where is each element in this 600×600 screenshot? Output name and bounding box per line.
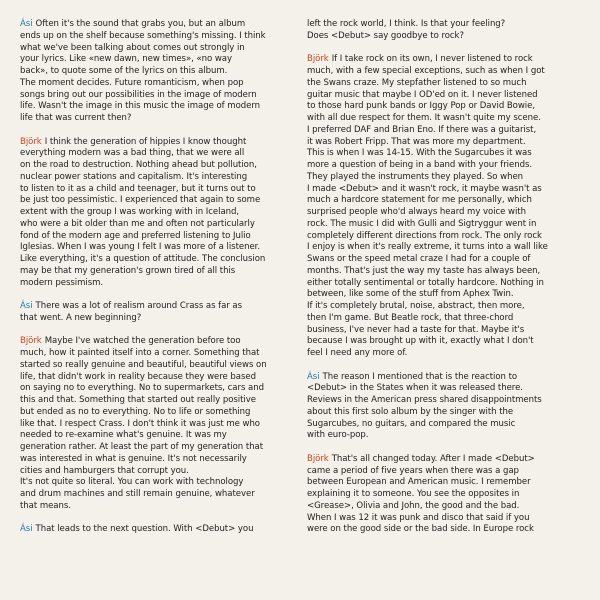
- speaker-asi: Ási: [307, 371, 320, 382]
- interview-paragraph: [20, 524, 298, 536]
- speaker-bjork: Björk: [307, 453, 329, 464]
- paragraph-text: left the rock world, I think. Is that your feeling? Does <Debut> say goodbye to rock?: [307, 19, 506, 41]
- paragraph-text: There was a lot of realism around Crass as far as that went. A new beginning?: [20, 301, 243, 323]
- speaker-bjork: Björk: [20, 336, 42, 347]
- paragraph-text: Maybe I've watched the generation before too much, how it painted itself into a corner. Something that started so really genuine and beautiful, beautiful views on life, that didn't work in reality because they were based on saying no to everything. No to supermarkets, cars and this and that. Something that started out really positive but ended as no to everything. No to life or something like that. I respect Crass. I don't think it was just me who needed to re-examine what's genuine. It was my generation rather. At least the part of my generation that was interested in what is genuine. It's not necessarily cities and hamburgers that corrupt you. It's not quite so literal. You can work with technology and drum machines and still remain genuine, whatever that means.: [20, 336, 267, 511]
- speaker-bjork: Björk: [307, 54, 329, 65]
- speaker-asi: Ási: [20, 301, 33, 311]
- interview-paragraph: [20, 301, 298, 325]
- paragraph-text: If I take rock on its own, I never listened to rock much, with a few special exceptions, such as when I got the Swans craze. My stepfather listened to so much guitar music that maybe I OD'ed on it. I never listened to those hard punk bands or Iggy Pop or David Bowie, with all due respect for them. It wasn't quite my scene. I preferred DAF and Brian Eno. If there was a guitarist, it was Robert Fripp. That was more my department. This is when I was 14-15. With the Sugarcubes it was more a question of being in a band with your friends. They played the instruments they played. So when I made <Debut> and it wasn't rock, it maybe wasn't as much a hardcore statement for me personally, which surprised people who'd always heard my voice with rock. The music I did with Gulli and Sigtryggur went in completely different directions from rock. The only rock I enjoy is when it's really extreme, it turns into a wall like Swans or the speed metal craze I had for a couple of months. That's just the way my taste has always been, either totally sentimental or totally hardcore. Nothing in between, like some of the stuff from Aphex Twin. If it's completely brutal, noise, abstract, then more, then I'm game. But Beatle rock, that three-chord business, I've never had a taste for that. Maybe it's because I was brought up with it, exactly what I don't feel I need any more of.: [307, 54, 548, 358]
- interview-paragraph: [20, 19, 298, 125]
- paragraph-text: Often it's the sound that grabs you, but an album ends up on the shelf because something's missing. I think what we've been talking about comes out strongly in your lyrics. Like «new dawn, new times», «no way back», to quote some of the lyrics on this album. The moment decides. Future romanticism, when pop songs bring out our possibilities in the image of modern life. Wasn't the image in this music the image of modern life that was current then?: [20, 19, 266, 123]
- interview-paragraph: [307, 19, 585, 43]
- interview-paragraph: [20, 137, 298, 290]
- speaker-bjork: Björk: [20, 136, 42, 147]
- paragraph-text: That leads to the next question. With <Debut> you: [35, 524, 254, 535]
- interview-paragraph: [307, 54, 585, 360]
- paragraph-text: I think the generation of hippies I know thought everything modern was a bad thing, that we were all on the road to destruction. Nothing ahead but pollution, nuclear power stations and capitalism. It's interesting to listen to it as a child and teenager, but it turns out to be just too pessimistic. I experienced that again to some extent with the group I was working with in Iceland, who were a bit older than me and often not particularly fond of the modern age and preferred listening to Julio Iglesias. When I was young I felt I was more of a listener. Like everything, it's a question of attitude. The conclusion may be that my generation's grown tired of all this modern pessimism.: [20, 136, 266, 288]
- interview-paragraph: [307, 372, 585, 443]
- right-column: [307, 19, 585, 548]
- left-column: [20, 19, 298, 548]
- speaker-asi: Ási: [20, 19, 33, 29]
- interview-paragraph: [20, 336, 298, 512]
- paragraph-text: The reason I mentioned that is the reaction to <Debut> in the States when it was released there. Reviews in the American press shared disappointments about this first solo album by the singer with the Sugarcubes, no guitars, and compared the music with euro-pop.: [307, 371, 542, 441]
- paragraph-text: That's all changed today. After I made <Debut> came a period of five years when there was a gap between European and American music. I remember explaining it to someone. You see the opposites in <Grease>, Olivia and John, the good and the bad. When I was 12 it was punk and disco that said if you were on the good side or the bad side. In Europe rock: [307, 453, 535, 535]
- interview-paragraph: [307, 454, 585, 536]
- speaker-asi: Ási: [20, 524, 33, 535]
